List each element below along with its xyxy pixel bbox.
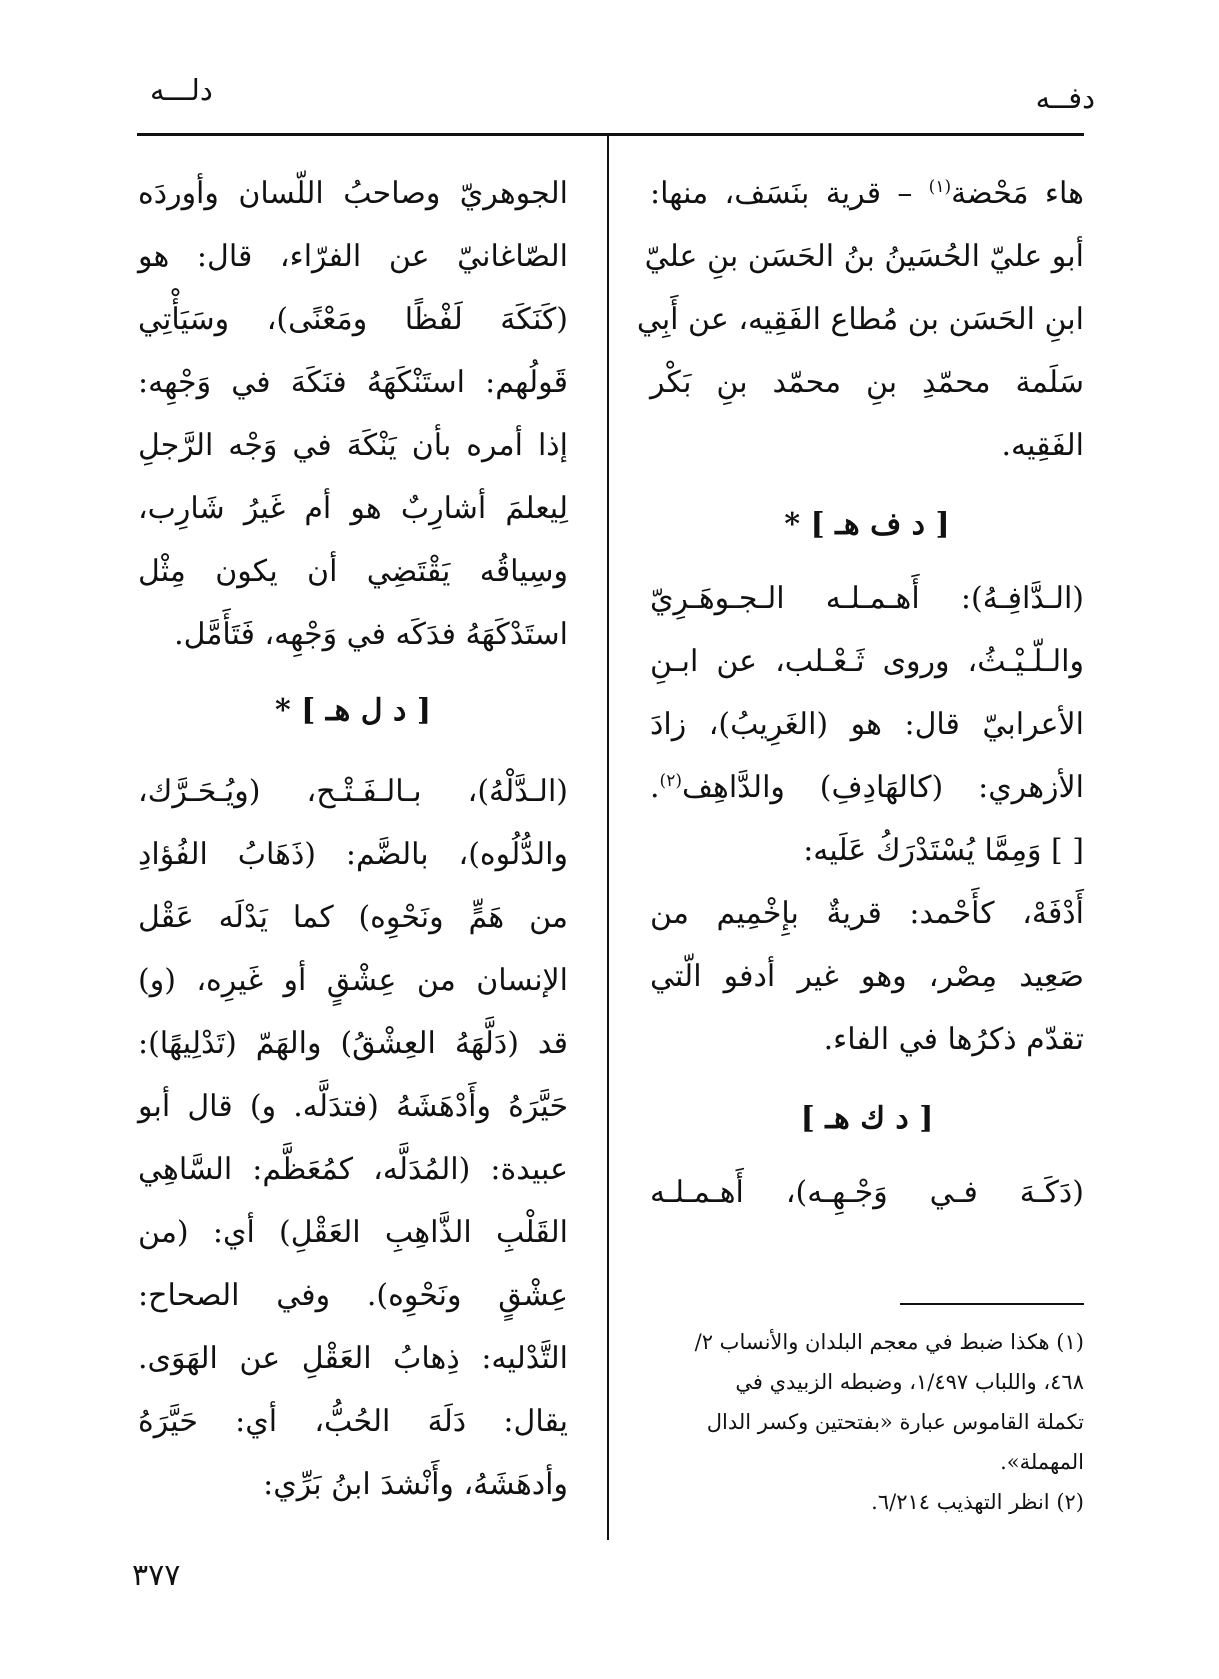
- text-line: التَّدْليه: ذِهابُ العَقْلِ عن الهَوَى.: [138, 1341, 568, 1376]
- text-line: الفَقِيه.: [1001, 428, 1084, 463]
- text-line: أَدْفَهْ، كأَحْمد: قريةٌ بإِخْمِيم من: [650, 896, 1084, 931]
- entry-heading: [ د ل هـ ] *: [274, 693, 432, 728]
- text-line: من هَمٍّ ونَحْوِه) كما يَدْلَه عَقْل: [138, 900, 568, 935]
- left-column: [138, 162, 568, 1516]
- text-line: عبيدة: (المُدَلَّه، كمُعَظَّم: السَّاهِي: [138, 1152, 568, 1187]
- footnotes: [642, 1322, 1084, 1522]
- footnote-marker: (١): [928, 177, 952, 197]
- column-divider: [607, 136, 609, 1540]
- footnote-line: ٤٦٨، واللباب ١/٤٩٧، وضبطه الزبيدي في: [735, 1370, 1084, 1394]
- text-line: تقدّم ذكرُها في الفاء.: [823, 1022, 1084, 1057]
- entry-heading: [ د ف هـ ] *: [784, 507, 950, 542]
- header-rule: [137, 133, 1084, 136]
- text-line: استَدْكَهَهُ فدَكَه في وَجْهِه، فَتَأَمَّل.: [174, 617, 568, 652]
- running-header-left: دلـــه: [150, 73, 213, 107]
- text-line: وسِياقُه يَقْتَضِي أن يكون مِثْل: [138, 554, 568, 589]
- text-line: القَلْبِ الذَّاهِبِ العَقْلِ) أي: (من: [138, 1215, 568, 1250]
- text-line: [ ] وَمِمَّا يُسْتَدْرَكُ عَلَيه:: [803, 833, 1084, 868]
- text-line: والدُّلُوه)، بالضَّم: (ذَهَابُ الفُؤادِ: [138, 837, 568, 872]
- text-line: حَيَّرَهُ وأَدْهَشَهُ (فتدَلَّه. و) قال أبو: [138, 1089, 568, 1124]
- text-line: الأزهري: (كالهَادِفِ) والدَّاهِف$^{(٢)}$.: [650, 770, 1084, 805]
- footnote-line: (٢) انظر التهذيب ٦/٢١٤.: [871, 1490, 1084, 1514]
- footnote-rule: [900, 1303, 1084, 1305]
- text-line: إذا أمره بأن يَنْكَهَ في وَجْه الرَّجلِ: [138, 428, 568, 463]
- text-line: قَولُهم: استَنْكَهَهُ فنَكَهَ في وَجْهِه:: [138, 365, 568, 400]
- text-line: أبو عليّ الحُسَينُ بنُ الحَسَن بنِ عليّ: [644, 239, 1084, 274]
- text-line: (كَنَكَهَ لَفْظًا ومَعْنًى)، وسَيَأْتِي: [138, 302, 568, 337]
- text-line: الأعرابيّ قال: هو (الغَرِيبُ)، زادَ: [650, 707, 1084, 742]
- text-line: الإنسان من عِشْقٍ أو غَيرِه، (و): [138, 963, 568, 998]
- text-line: عِشْقٍ ونَحْوِه). وفي الصحاح:: [138, 1278, 568, 1313]
- entry-heading: [ د ك هـ ]: [800, 1101, 934, 1136]
- text-line: قد (دَلَّهَهُ العِشْقُ) والهَمّ (تَدْلِيهًا):: [138, 1026, 568, 1061]
- text-line: الصّاغانيّ عن الفرّاء، قال: هو: [138, 239, 568, 274]
- page-number: ٣٧٧: [132, 1558, 181, 1593]
- footnote-line: المهملة».: [1000, 1450, 1084, 1474]
- text-line: هاء مَحْضة$^{(١)}$ – قرية بنَسَف، منها:: [650, 176, 1085, 211]
- text-line: الجوهريّ وصاحبُ اللّسان وأوردَه: [138, 176, 568, 211]
- text-line: (الـدَّافِـهُ): أَهـمـلـه الـجـوهَـرِيّ: [650, 581, 1084, 616]
- footnote-line: (١) هكذا ضبط في معجم البلدان والأنساب ٢/: [694, 1330, 1084, 1354]
- footnote-line: تكملة القاموس عبارة «بفتحتين وكسر الدال: [706, 1410, 1084, 1434]
- text-line: وأدهَشَهُ، وأَنْشدَ ابنُ بَرِّي:: [263, 1467, 568, 1502]
- text-line: (دَكَـهَ فـي وَجْـهِـه)، أَهـمـلـه: [650, 1175, 1084, 1210]
- text-line: ابنِ الحَسَن بن مُطاع الفَقِيه، عن أَبِي: [636, 302, 1084, 337]
- text-line: صَعِيد مِصْر، وهو غير أدفو الّتي: [650, 959, 1084, 994]
- text-line: يقال: دَلَهَ الحُبُّ، أي: حَيَّرَهُ: [138, 1404, 568, 1439]
- text-line: سَلَمة محمّدِ بنِ محمّد بنِ بَكْر: [650, 365, 1084, 400]
- text-line: والـلّـيْـثُ، وروى ثَـعْـلب، عن ابـنِ: [650, 644, 1084, 679]
- right-column: [636, 162, 1085, 1224]
- running-header-right: دفــه: [1035, 81, 1095, 115]
- footnote-marker: (٢): [659, 771, 682, 791]
- text-line: (الـدَّلْهُ)، بـالـفَـتْـح، (ويُـحَـرَّك،: [138, 774, 568, 809]
- text-line: لِيعلمَ أشارِبٌ هو أم غَيرُ شَارِب،: [138, 491, 568, 526]
